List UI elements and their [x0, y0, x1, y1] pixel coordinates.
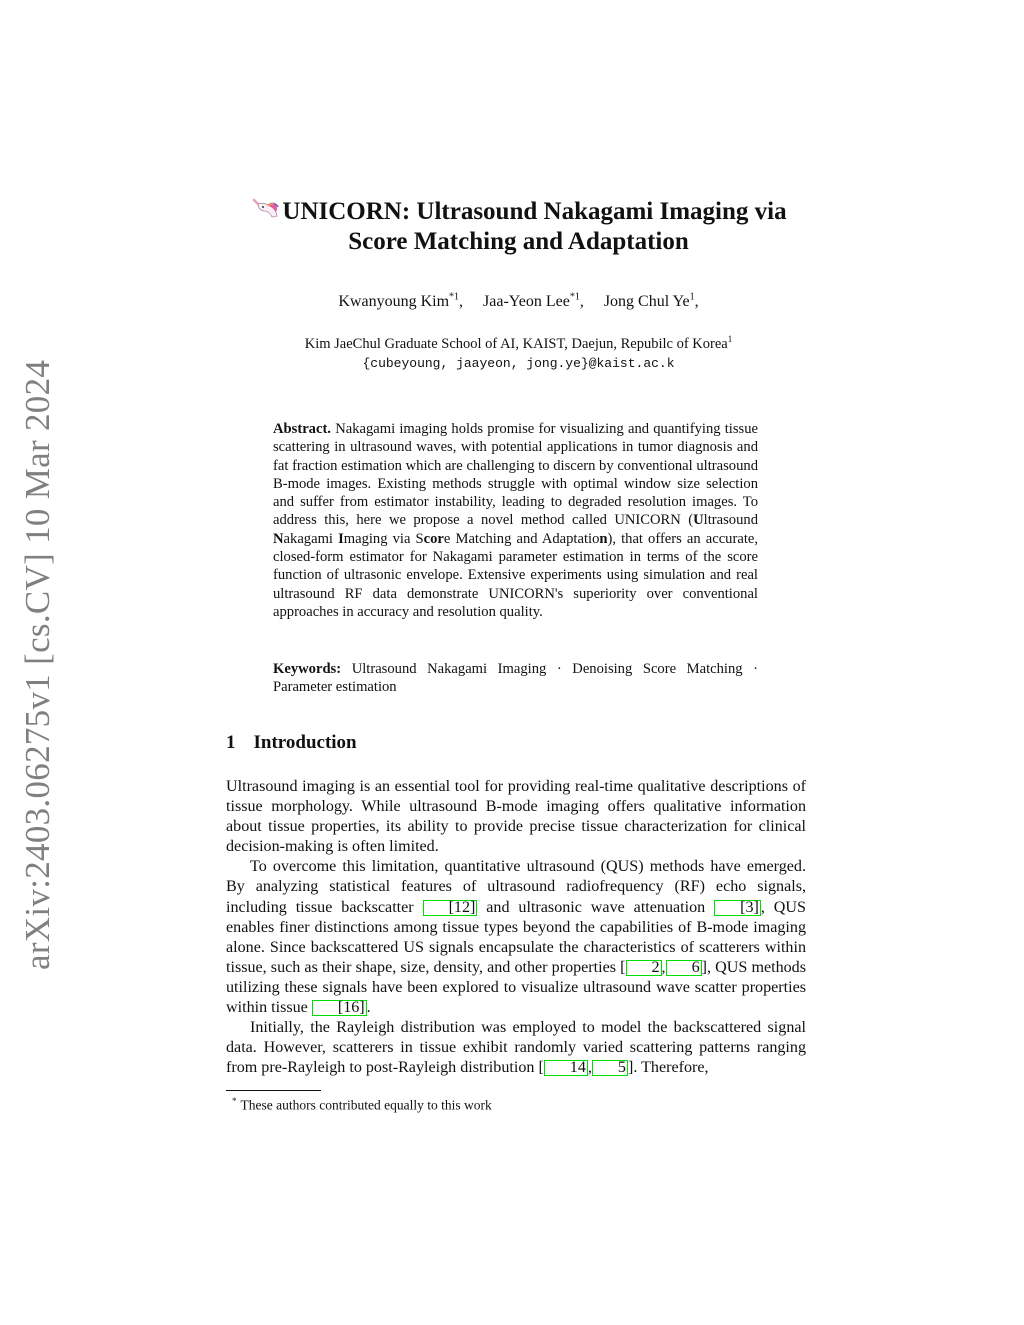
- footnote-mark: *: [232, 1096, 237, 1106]
- title-block: [226, 196, 811, 257]
- citation-link[interactable]: 14: [544, 1060, 588, 1076]
- keywords-label: Keywords:: [273, 661, 342, 677]
- author-list: [226, 292, 811, 311]
- citation-link[interactable]: 6: [666, 960, 702, 976]
- author-emails: {cubeyoung, jaayeon, jong.ye}@kaist.ac.k: [362, 355, 675, 371]
- unicorn-icon: [250, 196, 280, 222]
- abstract-text-part1: Nakagami imaging holds promise for visualizing and quantifying tissue scattering in ultrasound waves, with potential applications in tumor diagnosis and fat fraction estimation which are challenging to discern by conventional ultrasound B-mode images. Existing methods struggle with optimal window size selection and suffer from estimator instability, leading to degraded resolution images. To address this, here we propose a novel method called UNICORN (: [273, 421, 758, 529]
- author-3: Jong Chul Ye$^1$,: [603, 292, 699, 311]
- affiliation: Kim JaeChul Graduate School of AI, KAIST, Daejun, Repubilc of Korea: [304, 335, 728, 352]
- keywords: [273, 660, 758, 697]
- abstract: Abstract. Nakagami imaging holds promise for visualizing and quantifying tissue scattering in ultrasound waves, with potential applications in tumor diagnosis and fat fraction estimation which are challenging to discern by conventional ultrasound B-mode images. Existing methods struggle with optimal window size selection and suffer from estimator instability, leading to degraded resolution images. To address this, here we propose a novel method called UNICORN (Ultrasound Nakagami Imaging via Score Matching and Adaptation), that offers an accurate, closed-form estimator for Nakagami parameter estimation in terms of the score function of ultrasonic envelope. Extensive experiments using simulation and real ultrasound RF data demonstrate UNICORN's superiority over conventional approaches in accuracy and resolution quality.: [273, 421, 758, 620]
- paragraph-3: Initially, the Rayleigh distribution was employed to model the backscattered signal data. However, scatterers in tissue exhibit randomly varied scattering patterns ranging from pre-Rayleigh to post-Rayleigh distribution [ 14 , 5 ]. Therefore,: [226, 1019, 806, 1077]
- abstract-label: Abstract.: [273, 421, 331, 437]
- citation-link[interactable]: [12]: [423, 900, 478, 916]
- footnote-text: These authors contributed equally to this work: [240, 1097, 492, 1113]
- paragraph-1: Ultrasound imaging is an essential tool for providing real-time qualitative descriptions of tissue morphology. While ultrasound B-mode imaging offers qualitative information about tissue properties, its ability to provide precise tissue characterization for clinical decision-making is often limited.: [226, 778, 806, 856]
- abstract-text-part2: ), that offers an accurate, closed-form estimator for Nakagami parameter estimation in terms of the score function of ultrasonic envelope. Extensive experiments using simulation and real ultrasound RF data demonstrate UNICORN's superiority over conventional approaches in accuracy and resolution quality.: [273, 530, 758, 620]
- keywords-text: Ultrasound Nakagami Imaging · Denoising Score Matching · Parameter estimation: [273, 661, 758, 696]
- paper-title: [226, 196, 811, 257]
- section-number: 1: [226, 732, 236, 753]
- citation-link[interactable]: [16]: [312, 1000, 367, 1016]
- introduction-body: [226, 777, 806, 1078]
- section-title: Introduction: [253, 732, 357, 753]
- footnote-divider: [226, 1090, 321, 1091]
- section-heading: [226, 732, 357, 754]
- citation-group: [ 2 , 6 ]: [620, 958, 707, 976]
- citation-link[interactable]: [3]: [714, 900, 761, 916]
- title-line-1: UNICORN: Ultrasound Nakagami Imaging via: [282, 198, 787, 225]
- citation-link[interactable]: 5: [592, 1060, 628, 1076]
- author-2: Jaa-Yeon Lee$^{*1}$,: [483, 292, 584, 311]
- affiliation-mark: 1: [727, 334, 733, 344]
- affiliation-block: [226, 330, 811, 373]
- citation-link[interactable]: 2: [626, 960, 662, 976]
- footnote: [232, 1096, 492, 1114]
- author-1: Kwanyoung Kim$^{*1}$,: [338, 292, 464, 311]
- paragraph-2: To overcome this limitation, quantitative ultrasound (QUS) methods have emerged. By analyzing statistical features of ultrasound radiofrequency (RF) echo signals, including tissue backscatter [12] and ultrasonic wave attenuation [3] , QUS enables finer distinctions among tissue types beyond the capabilities of B-mode imaging alone. Since backscattered US signals encapsulate the characteristics of scatterers within tissue, such as their shape, size, density, and other properties [ 2 , 6 ], QUS methods utilizing these signals have been explored to visualize ultrasound wave scatter properties within tissue [16] .: [226, 858, 806, 1017]
- title-line-2: Score Matching and Adaptation: [348, 228, 689, 255]
- arxiv-identifier-stamp[interactable]: arXiv:2403.06275v1 [cs.CV] 10 Mar 2024: [18, 359, 57, 970]
- citation-group: [ 14 , 5 ]: [538, 1059, 634, 1077]
